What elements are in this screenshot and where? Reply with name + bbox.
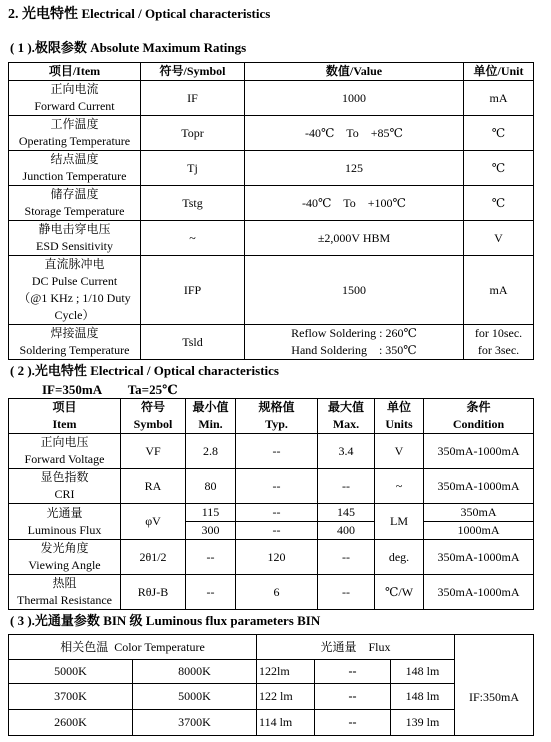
header-max [318, 399, 375, 434]
heading-number: ( 3 ). [10, 613, 35, 628]
unit-cell: V [464, 221, 534, 256]
flux-high: 139 lm [391, 710, 455, 736]
flux-low: 122 lm [257, 684, 315, 710]
header-item: 项目/Item [9, 63, 141, 81]
value-cell: 1000 [245, 81, 464, 116]
item-cell [9, 434, 121, 469]
item-zh: 热阻 [52, 576, 77, 590]
section-title-en: Electrical / Optical characteristics [81, 6, 271, 21]
symbol-cell: IF [141, 81, 245, 116]
item-en: Forward Current [34, 99, 115, 113]
item-zh: 结点温度 [50, 152, 99, 166]
header-units [375, 399, 424, 434]
typ-cell: 6 [236, 575, 318, 610]
item-en: CRI [54, 487, 75, 501]
ct-low: 2600K [9, 710, 133, 736]
table-row [9, 325, 534, 360]
typ-cell: -- [236, 522, 318, 540]
typ-cell: 120 [236, 540, 318, 575]
symbol-cell: Topr [141, 116, 245, 151]
min-cell: 300 [186, 522, 236, 540]
min-cell: -- [186, 540, 236, 575]
item-zh: 光通量 [46, 505, 83, 520]
unit-cell: ℃ [464, 116, 534, 151]
condition-cell: 350mA [424, 504, 534, 522]
ct-high: 3700K [133, 710, 257, 736]
item-cell [9, 325, 141, 360]
header-value: 数值/Value [245, 63, 464, 81]
typ-cell: -- [236, 434, 318, 469]
condition-temp: Ta=25℃ [127, 382, 178, 397]
max-cell: 3.4 [318, 434, 375, 469]
header-en: Max. [332, 417, 360, 431]
header-symbol [121, 399, 186, 434]
max-cell: -- [318, 540, 375, 575]
bin-heading [10, 610, 320, 629]
item-zh: 静电击穿电压 [38, 222, 111, 236]
eoc-heading [10, 360, 279, 379]
symbol-cell: Tsld [141, 325, 245, 360]
header-en: Symbol [133, 417, 173, 431]
item-cell [9, 221, 141, 256]
header-zh: 单位 [386, 400, 411, 414]
section-heading [8, 3, 270, 23]
header-en: Min. [198, 417, 223, 431]
table-row [9, 504, 534, 522]
flux-sep: -- [315, 684, 391, 710]
flux-high: 148 lm [391, 660, 455, 684]
table-row [9, 256, 534, 325]
symbol-cell: RθJ-B [121, 575, 186, 610]
min-cell: 115 [186, 504, 236, 522]
header-blank [455, 635, 534, 660]
max-cell: -- [318, 575, 375, 610]
table-row [9, 81, 534, 116]
item-zh: 正向电流 [50, 82, 99, 96]
condition-cell: 350mA-1000mA [424, 469, 534, 504]
item-en: Operating Temperature [18, 134, 131, 148]
max-cell: 400 [318, 522, 375, 540]
item-zh: 显色指数 [40, 470, 89, 484]
ct-high: 5000K [133, 684, 257, 710]
symbol-cell: IFP [141, 256, 245, 325]
value-cell: -40℃ To +85℃ [245, 116, 464, 151]
min-cell: -- [186, 575, 236, 610]
unit-cell: ℃/W [375, 575, 424, 610]
header-en: Units [385, 417, 413, 431]
condition-current: IF=350mA [42, 382, 102, 397]
typ-cell: -- [236, 469, 318, 504]
item-zh: 工作温度 [50, 117, 99, 131]
header-zh: 符号 [140, 400, 165, 414]
unit-cell: mA [464, 256, 534, 325]
ct-low: 5000K [9, 660, 133, 684]
header-unit: 单位/Unit [464, 63, 534, 81]
max-cell: -- [318, 469, 375, 504]
item-en: DC Pulse Current [31, 274, 118, 288]
item-zh: 储存温度 [50, 187, 99, 201]
hand-duration: for 3sec. [477, 343, 520, 357]
item-cell [9, 81, 141, 116]
reflow-duration: for 10sec. [474, 326, 523, 340]
item-cell [9, 186, 141, 221]
unit-cell: V [375, 434, 424, 469]
header-color-temperature: 相关色温 Color Temperature [9, 635, 257, 660]
item-cell [9, 151, 141, 186]
header-min [186, 399, 236, 434]
item-zh: 直流脉冲电 [44, 257, 105, 271]
symbol-cell: Tj [141, 151, 245, 186]
item-zh: 发光角度 [40, 541, 89, 555]
ct-low: 3700K [9, 684, 133, 710]
item-en: ESD Sensitivity [35, 239, 113, 253]
value-cell: 125 [245, 151, 464, 186]
table-row [9, 575, 534, 610]
min-cell: 80 [186, 469, 236, 504]
heading-number: ( 2 ). [10, 363, 35, 378]
condition-cell: 350mA-1000mA [424, 575, 534, 610]
item-cell [9, 504, 121, 540]
unit-cell: ℃ [464, 186, 534, 221]
condition-cell: 350mA-1000mA [424, 540, 534, 575]
heading-en: Electrical / Optical characteristics [90, 363, 279, 378]
header-condition [424, 399, 534, 434]
item-en: Thermal Resistance [17, 593, 112, 607]
item-en: Luminous Flux [27, 522, 102, 537]
symbol-cell: 2θ1/2 [121, 540, 186, 575]
flux-high: 148 lm [391, 684, 455, 710]
value-cell: -40℃ To +100℃ [245, 186, 464, 221]
heading-zh: 极限参数 [34, 40, 87, 55]
symbol-cell: RA [121, 469, 186, 504]
header-symbol: 符号/Symbol [141, 63, 245, 81]
header-item [9, 399, 121, 434]
header-en: Typ. [265, 417, 288, 431]
unit-cell: LM [375, 504, 424, 540]
item-en-note: Cycle） [54, 308, 95, 322]
heading-zh: 光通量参数 [34, 613, 100, 628]
item-en: Storage Temperature [24, 204, 125, 218]
table-row [9, 221, 534, 256]
header-zh: 最大值 [327, 400, 364, 414]
flux-low: 114 lm [257, 710, 315, 736]
heading-en: BIN 级 Luminous flux parameters BIN [103, 613, 321, 628]
heading-zh: 光电特性 [34, 363, 87, 378]
header-zh: 条件 [466, 400, 491, 414]
value-cell: 1500 [245, 256, 464, 325]
table-row [9, 660, 534, 684]
amr-heading [10, 37, 246, 56]
header-flux: 光通量 Flux [257, 635, 455, 660]
unit-cell: deg. [375, 540, 424, 575]
table-row [9, 469, 534, 504]
header-en: Condition [452, 417, 505, 431]
item-en: Viewing Angle [28, 558, 101, 572]
heading-number: ( 1 ). [10, 40, 35, 55]
item-en: Junction Temperature [22, 169, 127, 183]
symbol-cell: φV [121, 504, 186, 540]
ct-high: 8000K [133, 660, 257, 684]
hand-value: Hand Soldering : 350℃ [291, 343, 417, 357]
condition-cell: 1000mA [424, 522, 534, 540]
table-row [9, 540, 534, 575]
header-zh: 项目 [52, 400, 77, 414]
section-number: 2. [8, 7, 19, 22]
header-en: Item [52, 417, 77, 431]
item-cell [9, 256, 141, 325]
item-cell [9, 540, 121, 575]
unit-cell: ~ [375, 469, 424, 504]
item-en-note: （@1 KHz ; 1/10 Duty [18, 291, 131, 305]
header-zh: 最小值 [192, 400, 229, 414]
header-typ [236, 399, 318, 434]
symbol-cell: Tstg [141, 186, 245, 221]
min-cell: 2.8 [186, 434, 236, 469]
item-cell [9, 116, 141, 151]
condition-cell: 350mA-1000mA [424, 434, 534, 469]
symbol-cell: ~ [141, 221, 245, 256]
reflow-value: Reflow Soldering : 260℃ [291, 326, 417, 340]
unit-cell [464, 325, 534, 360]
flux-low: 122lm [257, 660, 315, 684]
symbol-cell: VF [121, 434, 186, 469]
flux-sep: -- [315, 660, 391, 684]
item-zh: 焊接温度 [50, 326, 99, 340]
item-cell [9, 575, 121, 610]
flux-bin-table [8, 634, 534, 736]
item-en: Forward Voltage [24, 452, 105, 466]
flux-sep: -- [315, 710, 391, 736]
header-zh: 规格值 [258, 400, 295, 414]
item-en: Soldering Temperature [19, 343, 130, 357]
test-conditions [42, 382, 178, 398]
section-title-zh: 光电特性 [22, 7, 78, 22]
table-row [9, 116, 534, 151]
item-zh: 正向电压 [40, 435, 89, 449]
table-row [9, 434, 534, 469]
value-cell [245, 325, 464, 360]
table-row [9, 186, 534, 221]
value-cell: ±2,000V HBM [245, 221, 464, 256]
unit-cell: ℃ [464, 151, 534, 186]
item-cell [9, 469, 121, 504]
absolute-max-ratings-table [8, 62, 534, 360]
typ-cell: -- [236, 504, 318, 522]
max-cell: 145 [318, 504, 375, 522]
electro-optical-table [8, 398, 534, 610]
unit-cell: mA [464, 81, 534, 116]
table-row [9, 151, 534, 186]
heading-en: Absolute Maximum Ratings [90, 40, 247, 55]
condition-cell: IF:350mA [455, 660, 534, 736]
